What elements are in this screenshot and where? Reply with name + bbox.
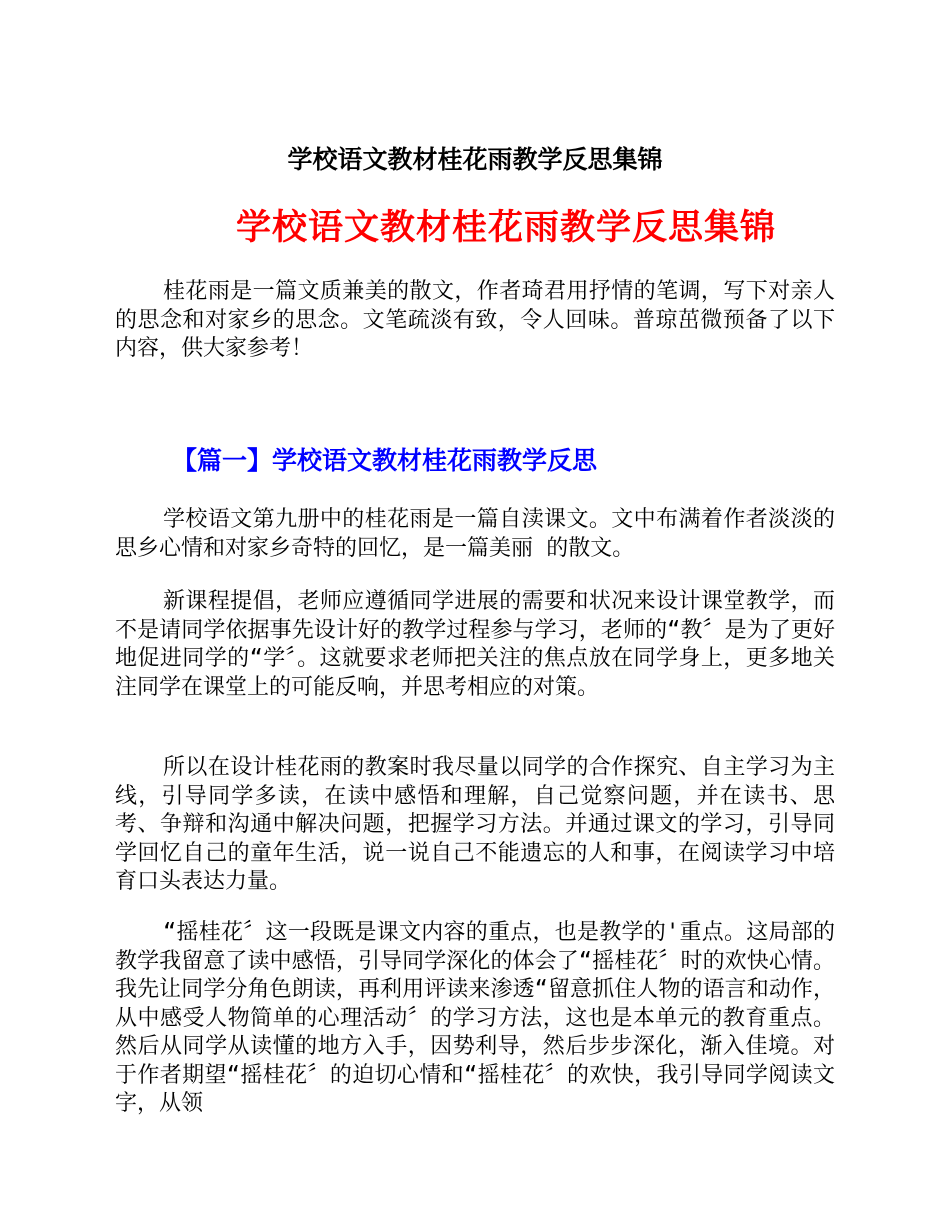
red-headline: 学校语文教材桂花雨教学反思集锦 [236,207,777,248]
body-paragraph: 新课程提倡，老师应遵循同学进展的需要和状况来设计课堂教学，而不是请同学依据事先设计好的教学过程参与学习，老师的“教〞是为了更好地促进同学的“学〞。这就要求老师把关注的焦点放在同学身上，更多地关注同学在课堂上的可能反响，并思考相应的对策。 [115,589,835,700]
body-paragraph: 所以在设计桂花雨的教案时我尽量以同学的合作探究、自主学习为主线，引导同学多读，在读中感悟和理解，自己觉察问题，并在读书、思考、争辩和沟通中解决问题，把握学习方法。并通过课文的学习，引导同学回忆自己的童年生活，说一说自己不能遗忘的人和事，在阅读学习中培育口头表达力量。 [115,755,835,894]
intro-paragraph: 桂花雨是一篇文质兼美的散文，作者琦君用抒情的笔调，写下对亲人的思念和对家乡的思念。文笔疏淡有致，令人回味。普琼茁微预备了以下内容，供大家参考！ [115,279,835,361]
body-paragraph: “摇桂花〞这一段既是课文内容的重点，也是教学的'重点。这局部的教学我留意了读中感悟，引导同学深化的体会了“摇桂花〞时的欢快心情。我先让同学分角色朗读，再利用评读来渗透“留意抓住人物的语言和动作，从中感受人物简单的心理活动〞的学习方法，这也是本单元的教育重点。然后从同学从读懂的地方入手，因势利导，然后步步深化，渐入佳境。对于作者期望“摇桂花〞的迫切心情和“摇桂花〞的欢快，我引导同学阅读文字，从领 [115,920,835,1116]
document-title: 学校语文教材桂花雨教学反思集锦 [287,145,663,174]
section-heading: 【篇一】学校语文教材桂花雨教学反思 [172,446,598,475]
body-paragraph: 学校语文第九册中的桂花雨是一篇自渎课文。文中布满着作者淡淡的思乡心情和对家乡奇特的回忆，是一篇美丽 的散文。 [115,507,835,561]
